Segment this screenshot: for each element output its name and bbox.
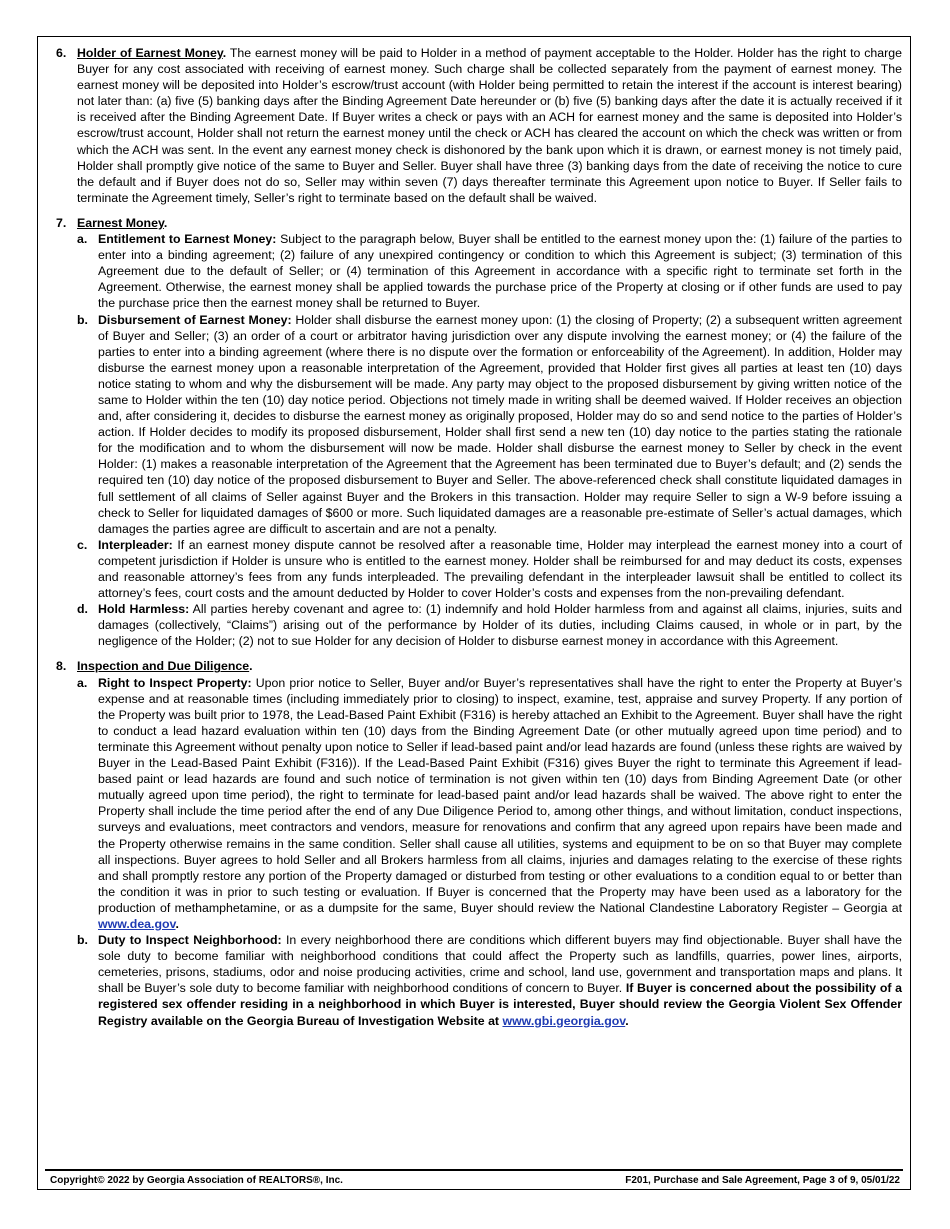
dea-website-link[interactable]: www.dea.gov [98, 916, 176, 931]
subsection-letter: b. [77, 933, 88, 948]
section-8 [56, 658, 902, 1028]
section-title: Holder of Earnest Money [77, 46, 223, 60]
copyright-notice: Copyright© 2022 by Georgia Association of REALTORS®, Inc. [50, 1175, 343, 1186]
section-title-suffix: . [222, 46, 227, 60]
subsection-body: All parties hereby covenant and agree to: (1) indemnify and hold Holder harmless from and against all claims, injuries, suits and damages (collectively, “Claims”) arising out of the performance by Holder of its duties, including Claims caused, in whole or in part, by the negligence of the Holder; (2) not to sue Holder for any decision of Holder to disburse earnest money in accordance with this Agreement. [98, 602, 902, 649]
subsection-body: If an earnest money dispute cannot be resolved after a reasonable time, Holder may interplead the earnest money into a court of competent jurisdiction if Holder is unsure who is entitled to the earnest money. Holder shall be reimbursed for and may deduct its costs, expenses and reasonable attorney’s fees from any funds interpleaded. The prevailing defendant in the interpleader lawsuit shall be entitled to collect its attorney’s fees, court costs and the amount deducted by Holder to cover Holder’s costs and expenses from the non-prevailing defendant. [98, 537, 902, 601]
section-title: Inspection and Due Diligence [77, 659, 250, 674]
subsection-body: Subject to the paragraph below, Buyer shall be entitled to the earnest money upon the: (1) failure of the parties to enter into a binding agreement; (2) failure of any unexpired contingency or condition to which this Agreement is subject; (3) termination of this Agreement due to the default of Seller; or (4) termination of this Agreement in accordance with a specific right to terminate set forth in the Agreement. Otherwise, the earnest money shall be applied towards the purchase price of the Property at closing or if other funds are used to pay the purchase price then the earnest money shall be returned to Buyer. [98, 232, 902, 311]
gbi-website-link[interactable]: www.gbi.georgia.gov [502, 1013, 626, 1028]
link-suffix: . [175, 916, 179, 931]
subsection-body: In every neighborhood there are conditions which different buyers may find objectionable. Buyer shall have the sole duty to become familiar with neighborhood conditions that could affect the Property such as landfills, quarries, power lines, airports, cemeteries, prisons, stadiums, odor and noise producing activities, crime and school, land use, government and transportation maps and plans. It shall be Buyer’s sole duty to become familiar with neighborhood conditions of concern to Buyer. [98, 933, 902, 996]
subsection-7c [77, 537, 902, 601]
section-number: 8. [56, 659, 67, 674]
document-body [56, 45, 902, 1029]
subsection-letter: c. [77, 537, 88, 552]
section-body: The earnest money will be paid to Holder in a method of payment acceptable to the Holder. Holder has the right to charge Buyer for any cost associated with receiving of earnest money. Such charge shall be collected separately from the payment of earnest money. The earnest money will be deposited into Holder’s escrow/trust account (with Holder being permitted to retain the interest if the account is interest bearing) not later than: (a) five (5) banking days after the Binding Agreement Date hereunder or (b) five (5) banking days after the date it is actually received if it is received after the Binding Agreement Date. If Buyer writes a check or pays with an ACH for earnest money and the same is deposited into Holder’s escrow/trust account, Holder shall not return the earnest money until the check or ACH has cleared the account on which the check was written or from which the ACH was sent. In the event any earnest money check is dishonored by the bank upon which it is drawn, or earnest money is not timely paid, Holder shall promptly give notice of the same to Buyer and Seller. Buyer shall have three (3) banking days from the date of receiving the notice to cure the default and if Buyer does not do so, Seller may within seven (7) days thereafter terminate this Agreement upon notice to Buyer. If Seller fails to terminate the Agreement timely, Seller’s right to terminate based on the default shall be waived. [77, 46, 902, 205]
subsection-title: Hold Harmless: [98, 602, 190, 617]
section-title-suffix: . [163, 215, 168, 230]
subsection-7b [77, 312, 902, 537]
subsection-8a [77, 675, 902, 933]
subsection-title: Right to Inspect Property: [98, 675, 252, 690]
subsection-7d [77, 601, 902, 649]
section-number: 7. [56, 215, 67, 230]
subsection-7a [77, 231, 902, 311]
footer-divider [45, 1169, 903, 1171]
subsection-title: Interpleader: [98, 537, 173, 552]
section-title: Earnest Money [77, 215, 164, 230]
subsection-body: Holder shall disburse the earnest money upon: (1) the closing of Property; (2) a subsequent written agreement of Buyer and Seller; (3) an order of a court or arbitrator having jurisdiction over any dispute involving the earnest money; or (4) the failure of the parties to enter into a binding agreement (where there is no dispute over the formation or enforceability of the Agreement). In addition, Holder may disburse the earnest money upon a reasonable interpretation of the Agreement, provided that Holder first gives all parties at least ten (10) days notice stating to whom and why the disbursement will be made. Any party may object to the proposed disbursement by giving written notice of the same to Holder within the ten (10) day notice period. Objections not timely made in writing shall be deemed waived. If Holder receives an objection and, after considering it, decides to disburse the earnest money as originally proposed, Holder may do so and send notice to the parties of Holder’s action. If Holder decides to modify its proposed disbursement, Holder shall first send a new ten (10) day notice to the parties stating the rationale for the modification and to whom the disbursement will now be made. Holder shall disburse the earnest money to Seller by check in the event Holder: (1) makes a reasonable interpretation of the Agreement that the Agreement has been terminated due to Buyer’s default; and (2) sends the required ten (10) day notice of the proposed disbursement to Buyer and Seller. The above-referenced check shall constitute liquidated damages in full settlement of all claims of Seller against Buyer and the Brokers in this transaction. Holder may require Seller to sign a W-9 before issuing a check to Seller for liquidated damages of $600 or more. Such liquidated damages are a reasonable pre-estimate of Seller’s actual damages, which damages the parties agree are difficult to ascertain and are not a penalty. [98, 312, 902, 536]
subsection-title: Duty to Inspect Neighborhood: [98, 933, 282, 948]
subsection-body: Upon prior notice to Seller, Buyer and/or Buyer’s representatives shall have the right to enter the Property at Buyer’s expense and at reasonable times (including immediately prior to closing) to inspect, examine, test, appraise and survey Property. If any portion of the Property was built prior to 1978, the Lead-Based Paint Exhibit (F316) is hereby attached an Exhibit to the Agreement. Buyer shall have the right to conduct a lead hazard evaluation within ten (10) days from the Binding Agreement Date (or other mutually agreed upon time period) and to terminate this Agreement without penalty upon notice to Seller if lead-based paint and/or lead hazards are found (unless these rights are waived by Buyer in the Lead-Based Paint Exhibit (F316)). If the Lead-Based Paint Exhibit (F316) gives Buyer the right to terminate this Agreement if lead-based paint or lead hazards are found and such notice of termination is not given within ten (10) days from Binding Agreement Date (or other mutually agreed upon time period), the right to terminate for lead-based paint and/or lead hazards shall be waived. The above right to enter the Property shall include the time period after the end of any Due Diligence Period to, among other things, and without limitation, conduct inspections, surveys and evaluations, meet contractors and vendors, measure for renovations and confirm that any agreed upon repairs have been made and the Property otherwise remains in the same condition. Seller shall cause all utilities, systems and equipment to be on so that Buyer may complete all inspections. Buyer agrees to hold Seller and all Brokers harmless from all claims, injuries and damages relating to the exercise of these rights and shall promptly restore any portion of the Property damaged or disturbed from testing or other evaluations to a condition equal to or better than the condition it was in prior to such testing or evaluation. If Buyer is concerned that the Property may have been used as a laboratory for the production of methamphetamine, or as a dumpsite for the same, Buyer should review the National Clandestine Laboratory Register – Georgia at [98, 675, 902, 915]
subsection-letter: b. [77, 312, 88, 327]
section-title-suffix: . [249, 659, 253, 674]
subsection-letter: a. [77, 675, 88, 690]
link-suffix: . [625, 1013, 629, 1028]
sex-offender-registry-notice: If Buyer is concerned about the possibility of a registered sex offender residing in a neighborhood in which Buyer is interested, Buyer should review the Georgia Violent Sex Offender Registry available on the Georgia Bureau of Investigation Website at [98, 981, 903, 1028]
section-6 [56, 45, 902, 206]
section-7 [56, 215, 902, 650]
subsection-letter: a. [77, 232, 88, 247]
subsection-letter: d. [77, 602, 88, 617]
section-number: 6. [56, 46, 67, 60]
subsection-title: Entitlement to Earnest Money: [98, 232, 277, 247]
subsection-8b [77, 932, 902, 1029]
subsection-title: Disbursement of Earnest Money: [98, 312, 292, 327]
form-page-info: F201, Purchase and Sale Agreement, Page 3 of 9, 05/01/22 [625, 1175, 900, 1186]
